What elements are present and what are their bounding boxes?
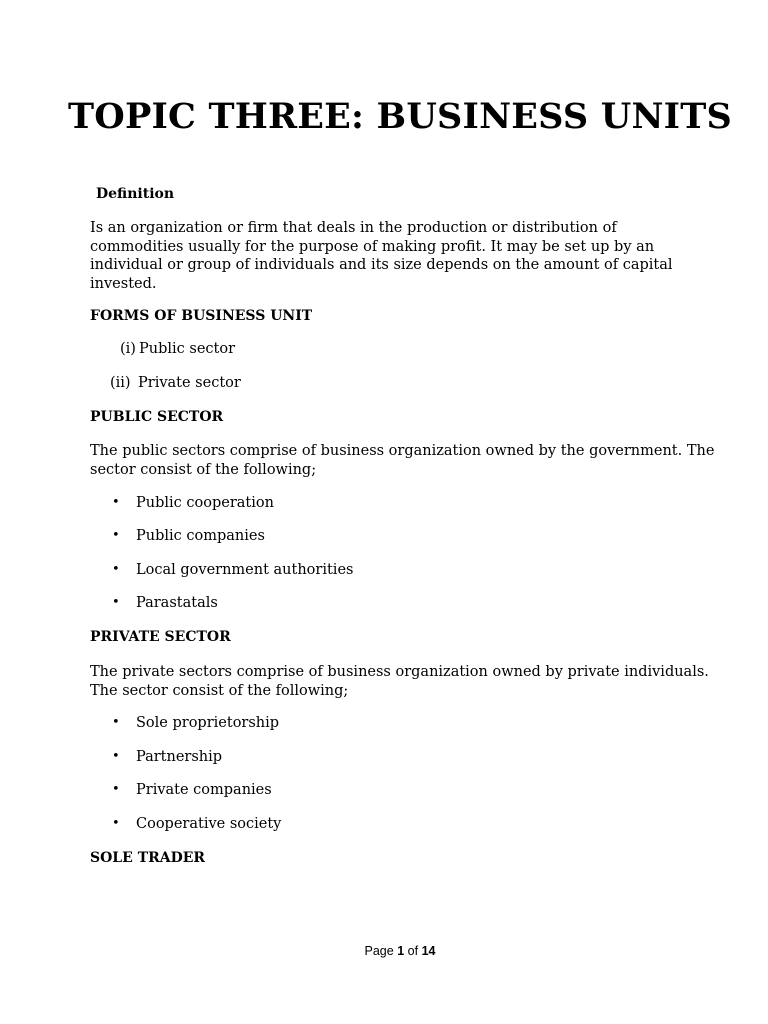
list-item-label: Public sector bbox=[139, 341, 236, 357]
of-word: of bbox=[407, 944, 419, 958]
private-sector-line: The sector consist of the following; bbox=[90, 682, 349, 699]
definition-line: commodities usually for the purpose of making profit. It may be set up by an bbox=[90, 238, 655, 255]
private-sector-heading: PRIVATE SECTOR bbox=[90, 629, 231, 645]
list-item-label: Partnership bbox=[136, 749, 223, 765]
list-item-label: Public cooperation bbox=[136, 495, 274, 511]
page-footer bbox=[0, 944, 768, 958]
list-item-label: Private companies bbox=[136, 782, 272, 798]
public-sector-line: sector consist of the following; bbox=[90, 461, 317, 478]
list-item-label: Private sector bbox=[138, 375, 241, 391]
bullet-icon: • bbox=[112, 495, 120, 510]
public-sector-paragraph bbox=[90, 442, 714, 479]
total-page-count: 14 bbox=[421, 944, 436, 958]
forms-heading: FORMS OF BUSINESS UNIT bbox=[90, 308, 313, 324]
sole-trader-heading: SOLE TRADER bbox=[90, 850, 206, 866]
page-title: TOPIC THREE: BUSINESS UNITS bbox=[68, 96, 732, 137]
bullet-icon: • bbox=[112, 749, 120, 764]
list-marker: (i) bbox=[120, 341, 136, 357]
definition-paragraph bbox=[90, 219, 673, 293]
list-item-label: Sole proprietorship bbox=[136, 715, 280, 731]
definition-line: Is an organization or firm that deals in the production or distribution of bbox=[90, 220, 617, 236]
bullet-icon: • bbox=[112, 782, 120, 797]
definition-line: invested. bbox=[90, 275, 157, 292]
bullet-icon: • bbox=[112, 562, 120, 577]
bullet-icon: • bbox=[112, 715, 120, 730]
public-sector-line: The public sectors comprise of business organization owned by the government. The bbox=[90, 443, 715, 459]
definition-line: individual or group of individuals and its size depends on the amount of capital bbox=[90, 257, 673, 273]
current-page-number: 1 bbox=[397, 944, 405, 958]
bullet-icon: • bbox=[112, 595, 120, 610]
bullet-icon: • bbox=[112, 528, 120, 543]
private-sector-paragraph bbox=[90, 663, 709, 700]
list-item-label: Parastatals bbox=[136, 595, 218, 611]
page-word: Page bbox=[364, 944, 394, 958]
list-marker: (ii) bbox=[110, 375, 131, 391]
list-item-label: Local government authorities bbox=[136, 562, 354, 578]
bullet-icon: • bbox=[112, 816, 120, 831]
private-sector-line: The private sectors comprise of business organization owned by private individuals. bbox=[90, 664, 709, 680]
definition-heading: Definition bbox=[96, 186, 175, 202]
list-item-label: Public companies bbox=[136, 528, 265, 544]
list-item-label: Cooperative society bbox=[136, 816, 282, 832]
public-sector-heading: PUBLIC SECTOR bbox=[90, 409, 224, 425]
